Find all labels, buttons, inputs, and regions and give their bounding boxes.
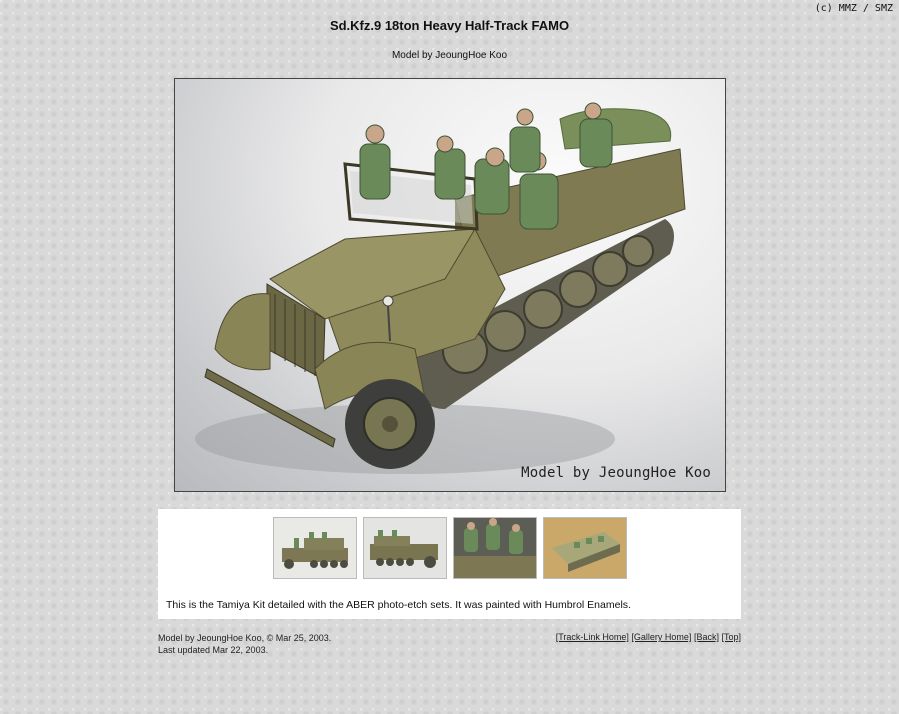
- main-photo: [174, 78, 726, 492]
- info-panel: [158, 509, 741, 619]
- footer-credit: Model by JeoungHoe Koo, © Mar 25, 2003.: [158, 633, 332, 643]
- rear-side-thumbnail[interactable]: [363, 517, 447, 579]
- top-view-thumbnail[interactable]: [543, 517, 627, 579]
- side-view-thumbnail[interactable]: [273, 517, 357, 579]
- page-subtitle: Model by JeoungHoe Koo: [391, 50, 508, 61]
- photo-caption: Model by JeoungHoe Koo: [521, 465, 711, 481]
- track-link-home-link[interactable]: [Track-Link Home]: [555, 632, 629, 642]
- crew-closeup-thumbnail[interactable]: [453, 517, 537, 579]
- top-link[interactable]: [Top]: [721, 632, 741, 642]
- half-track-illustration: [175, 79, 725, 491]
- back-link[interactable]: [Back]: [693, 632, 719, 642]
- page-title: Sd.Kfz.9 18ton Heavy Half-Track FAMO: [329, 18, 570, 33]
- copyright-notice: (c) MMZ / SMZ: [814, 3, 893, 14]
- footer-links: [556, 632, 741, 642]
- footer-updated: Last updated Mar 22, 2003.: [158, 645, 269, 655]
- description-text: This is the Tamiya Kit detailed with the ABER photo-etch sets. It was painted with Humbrol Enamels.: [166, 599, 631, 611]
- thumbnail-strip: [158, 517, 741, 579]
- footer-credits: [158, 632, 331, 656]
- gallery-home-link[interactable]: [Gallery Home]: [631, 632, 692, 642]
